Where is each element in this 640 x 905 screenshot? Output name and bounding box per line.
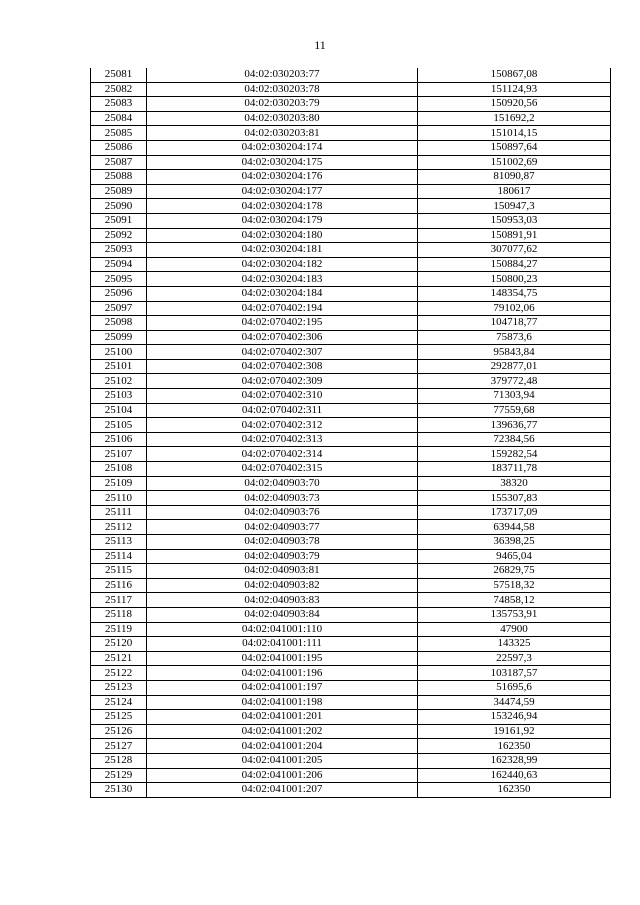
row-number-cell: 25086 xyxy=(91,140,147,155)
page-number: 11 xyxy=(314,38,326,52)
cadastral-number-cell: 04:02:041001:204 xyxy=(147,739,418,754)
row-number-cell: 25088 xyxy=(91,170,147,185)
table-row xyxy=(91,68,611,82)
value-cell: 153246,94 xyxy=(418,710,611,725)
value-cell: 26829,75 xyxy=(418,564,611,579)
row-number-cell: 25118 xyxy=(91,607,147,622)
value-cell: 74858,12 xyxy=(418,593,611,608)
table-row xyxy=(91,535,611,550)
row-number-cell: 25114 xyxy=(91,549,147,564)
cadastral-number-cell: 04:02:040903:73 xyxy=(147,491,418,506)
cadastral-number-cell: 04:02:041001:110 xyxy=(147,622,418,637)
row-number-cell: 25123 xyxy=(91,680,147,695)
row-number-cell: 25120 xyxy=(91,637,147,652)
cadastral-number-cell: 04:02:041001:198 xyxy=(147,695,418,710)
value-cell: 57518,32 xyxy=(418,578,611,593)
value-cell: 148354,75 xyxy=(418,286,611,301)
cadastral-number-cell: 04:02:041001:111 xyxy=(147,637,418,652)
table-row xyxy=(91,374,611,389)
value-cell: 72384,56 xyxy=(418,432,611,447)
cadastral-number-cell: 04:02:041001:201 xyxy=(147,710,418,725)
cadastral-number-cell: 04:02:070402:306 xyxy=(147,330,418,345)
value-cell: 307077,62 xyxy=(418,243,611,258)
row-number-cell: 25116 xyxy=(91,578,147,593)
value-cell: 150947,3 xyxy=(418,199,611,214)
cadastral-number-cell: 04:02:041001:195 xyxy=(147,651,418,666)
row-number-cell: 25082 xyxy=(91,82,147,97)
value-cell: 139636,77 xyxy=(418,418,611,433)
table-row xyxy=(91,82,611,97)
row-number-cell: 25091 xyxy=(91,213,147,228)
cadastral-number-cell: 04:02:040903:83 xyxy=(147,593,418,608)
row-number-cell: 25112 xyxy=(91,520,147,535)
row-number-cell: 25083 xyxy=(91,97,147,112)
value-cell: 135753,91 xyxy=(418,607,611,622)
row-number-cell: 25124 xyxy=(91,695,147,710)
table-row xyxy=(91,213,611,228)
cadastral-number-cell: 04:02:030204:174 xyxy=(147,140,418,155)
cadastral-number-cell: 04:02:040903:78 xyxy=(147,535,418,550)
table-row xyxy=(91,768,611,783)
cadastral-number-cell: 04:02:030204:180 xyxy=(147,228,418,243)
value-cell: 9465,04 xyxy=(418,549,611,564)
value-cell: 180617 xyxy=(418,184,611,199)
table-row xyxy=(91,97,611,112)
table-row xyxy=(91,418,611,433)
row-number-cell: 25113 xyxy=(91,535,147,550)
table-row xyxy=(91,111,611,126)
cadastral-number-cell: 04:02:040903:76 xyxy=(147,505,418,520)
table-row xyxy=(91,432,611,447)
table-row xyxy=(91,607,611,622)
table-row xyxy=(91,783,611,798)
value-cell: 19161,92 xyxy=(418,724,611,739)
row-number-cell: 25128 xyxy=(91,753,147,768)
value-cell: 71303,94 xyxy=(418,389,611,404)
cadastral-number-cell: 04:02:030203:80 xyxy=(147,111,418,126)
row-number-cell: 25089 xyxy=(91,184,147,199)
value-cell: 162440,63 xyxy=(418,768,611,783)
table-row xyxy=(91,593,611,608)
table-row xyxy=(91,491,611,506)
table-row xyxy=(91,680,611,695)
value-cell: 151014,15 xyxy=(418,126,611,141)
cadastral-number-cell: 04:02:030204:175 xyxy=(147,155,418,170)
value-cell: 151692,2 xyxy=(418,111,611,126)
value-cell: 150897,64 xyxy=(418,140,611,155)
table-row xyxy=(91,578,611,593)
value-cell: 79102,06 xyxy=(418,301,611,316)
row-number-cell: 25115 xyxy=(91,564,147,579)
table-row xyxy=(91,228,611,243)
table-row xyxy=(91,637,611,652)
row-number-cell: 25098 xyxy=(91,316,147,331)
row-number-cell: 25109 xyxy=(91,476,147,491)
cadastral-number-cell: 04:02:070402:314 xyxy=(147,447,418,462)
row-number-cell: 25127 xyxy=(91,739,147,754)
value-cell: 173717,09 xyxy=(418,505,611,520)
cadastral-number-cell: 04:02:070402:194 xyxy=(147,301,418,316)
table-row xyxy=(91,345,611,360)
table-row xyxy=(91,389,611,404)
table-row xyxy=(91,695,611,710)
value-cell: 63944,58 xyxy=(418,520,611,535)
row-number-cell: 25119 xyxy=(91,622,147,637)
table-row xyxy=(91,257,611,272)
cadastral-number-cell: 04:02:030204:182 xyxy=(147,257,418,272)
table-row xyxy=(91,666,611,681)
table-row xyxy=(91,505,611,520)
row-number-cell: 25130 xyxy=(91,783,147,798)
value-cell: 150800,23 xyxy=(418,272,611,287)
row-number-cell: 25092 xyxy=(91,228,147,243)
cadastral-number-cell: 04:02:040903:81 xyxy=(147,564,418,579)
row-number-cell: 25090 xyxy=(91,199,147,214)
cadastral-number-cell: 04:02:030203:78 xyxy=(147,82,418,97)
cadastral-number-cell: 04:02:030204:183 xyxy=(147,272,418,287)
table-row xyxy=(91,243,611,258)
value-cell: 75873,6 xyxy=(418,330,611,345)
value-cell: 77559,68 xyxy=(418,403,611,418)
table-row xyxy=(91,199,611,214)
table-row xyxy=(91,753,611,768)
cadastral-number-cell: 04:02:040903:82 xyxy=(147,578,418,593)
row-number-cell: 25094 xyxy=(91,257,147,272)
cadastral-number-cell: 04:02:041001:207 xyxy=(147,783,418,798)
table-row xyxy=(91,403,611,418)
value-cell: 151124,93 xyxy=(418,82,611,97)
cadastral-number-cell: 04:02:030203:79 xyxy=(147,97,418,112)
value-cell: 143325 xyxy=(418,637,611,652)
value-cell: 155307,83 xyxy=(418,491,611,506)
table-row xyxy=(91,170,611,185)
row-number-cell: 25103 xyxy=(91,389,147,404)
value-cell: 292877,01 xyxy=(418,359,611,374)
value-cell: 104718,77 xyxy=(418,316,611,331)
table-row xyxy=(91,359,611,374)
table-row xyxy=(91,651,611,666)
row-number-cell: 25104 xyxy=(91,403,147,418)
table-row xyxy=(91,710,611,725)
value-cell: 150867,08 xyxy=(418,68,611,82)
row-number-cell: 25106 xyxy=(91,432,147,447)
cadastral-number-cell: 04:02:041001:196 xyxy=(147,666,418,681)
cadastral-number-cell: 04:02:040903:77 xyxy=(147,520,418,535)
table-row xyxy=(91,462,611,477)
data-table xyxy=(90,68,611,798)
table-row xyxy=(91,155,611,170)
table-row xyxy=(91,520,611,535)
cadastral-number-cell: 04:02:030204:184 xyxy=(147,286,418,301)
cadastral-number-cell: 04:02:070402:195 xyxy=(147,316,418,331)
cadastral-number-cell: 04:02:030204:176 xyxy=(147,170,418,185)
value-cell: 34474,59 xyxy=(418,695,611,710)
row-number-cell: 25095 xyxy=(91,272,147,287)
cadastral-number-cell: 04:02:041001:197 xyxy=(147,680,418,695)
value-cell: 47900 xyxy=(418,622,611,637)
row-number-cell: 25100 xyxy=(91,345,147,360)
cadastral-number-cell: 04:02:030204:179 xyxy=(147,213,418,228)
cadastral-number-cell: 04:02:040903:79 xyxy=(147,549,418,564)
value-cell: 38320 xyxy=(418,476,611,491)
cadastral-number-cell: 04:02:070402:315 xyxy=(147,462,418,477)
row-number-cell: 25129 xyxy=(91,768,147,783)
value-cell: 95843,84 xyxy=(418,345,611,360)
cadastral-number-cell: 04:02:030203:81 xyxy=(147,126,418,141)
value-cell: 159282,54 xyxy=(418,447,611,462)
row-number-cell: 25099 xyxy=(91,330,147,345)
table-row xyxy=(91,184,611,199)
table-row xyxy=(91,316,611,331)
row-number-cell: 25126 xyxy=(91,724,147,739)
value-cell: 150920,56 xyxy=(418,97,611,112)
row-number-cell: 25102 xyxy=(91,374,147,389)
value-cell: 36398,25 xyxy=(418,535,611,550)
value-cell: 162328,99 xyxy=(418,753,611,768)
cadastral-number-cell: 04:02:030204:177 xyxy=(147,184,418,199)
row-number-cell: 25107 xyxy=(91,447,147,462)
table-row xyxy=(91,126,611,141)
table-row xyxy=(91,564,611,579)
row-number-cell: 25125 xyxy=(91,710,147,725)
cadastral-number-cell: 04:02:070402:308 xyxy=(147,359,418,374)
cadastral-number-cell: 04:02:070402:310 xyxy=(147,389,418,404)
cadastral-number-cell: 04:02:030204:181 xyxy=(147,243,418,258)
table-row xyxy=(91,272,611,287)
value-cell: 162350 xyxy=(418,739,611,754)
value-cell: 379772,48 xyxy=(418,374,611,389)
cadastral-number-cell: 04:02:041001:206 xyxy=(147,768,418,783)
cadastral-number-cell: 04:02:040903:84 xyxy=(147,607,418,622)
value-cell: 162350 xyxy=(418,783,611,798)
row-number-cell: 25122 xyxy=(91,666,147,681)
value-cell: 103187,57 xyxy=(418,666,611,681)
row-number-cell: 25108 xyxy=(91,462,147,477)
row-number-cell: 25087 xyxy=(91,155,147,170)
cadastral-number-cell: 04:02:030204:178 xyxy=(147,199,418,214)
cadastral-number-cell: 04:02:070402:307 xyxy=(147,345,418,360)
table-row xyxy=(91,330,611,345)
cadastral-number-cell: 04:02:070402:313 xyxy=(147,432,418,447)
row-number-cell: 25111 xyxy=(91,505,147,520)
value-cell: 51695,6 xyxy=(418,680,611,695)
cadastral-number-cell: 04:02:070402:312 xyxy=(147,418,418,433)
value-cell: 150953,03 xyxy=(418,213,611,228)
value-cell: 150891,91 xyxy=(418,228,611,243)
table-row xyxy=(91,140,611,155)
cadastral-number-cell: 04:02:040903:70 xyxy=(147,476,418,491)
row-number-cell: 25121 xyxy=(91,651,147,666)
table-row xyxy=(91,622,611,637)
row-number-cell: 25117 xyxy=(91,593,147,608)
value-cell: 150884,27 xyxy=(418,257,611,272)
table-row xyxy=(91,286,611,301)
value-cell: 183711,78 xyxy=(418,462,611,477)
value-cell: 22597,3 xyxy=(418,651,611,666)
cadastral-number-cell: 04:02:070402:309 xyxy=(147,374,418,389)
table-row xyxy=(91,301,611,316)
table-row xyxy=(91,447,611,462)
cadastral-number-cell: 04:02:070402:311 xyxy=(147,403,418,418)
table-row xyxy=(91,724,611,739)
table-row xyxy=(91,476,611,491)
row-number-cell: 25101 xyxy=(91,359,147,374)
row-number-cell: 25096 xyxy=(91,286,147,301)
row-number-cell: 25097 xyxy=(91,301,147,316)
cadastral-number-cell: 04:02:030203:77 xyxy=(147,68,418,82)
table-body xyxy=(91,68,611,797)
row-number-cell: 25093 xyxy=(91,243,147,258)
row-number-cell: 25081 xyxy=(91,68,147,82)
table-row xyxy=(91,549,611,564)
row-number-cell: 25105 xyxy=(91,418,147,433)
table-row xyxy=(91,739,611,754)
cadastral-number-cell: 04:02:041001:202 xyxy=(147,724,418,739)
row-number-cell: 25084 xyxy=(91,111,147,126)
row-number-cell: 25085 xyxy=(91,126,147,141)
cadastral-number-cell: 04:02:041001:205 xyxy=(147,753,418,768)
value-cell: 81090,87 xyxy=(418,170,611,185)
row-number-cell: 25110 xyxy=(91,491,147,506)
value-cell: 151002,69 xyxy=(418,155,611,170)
